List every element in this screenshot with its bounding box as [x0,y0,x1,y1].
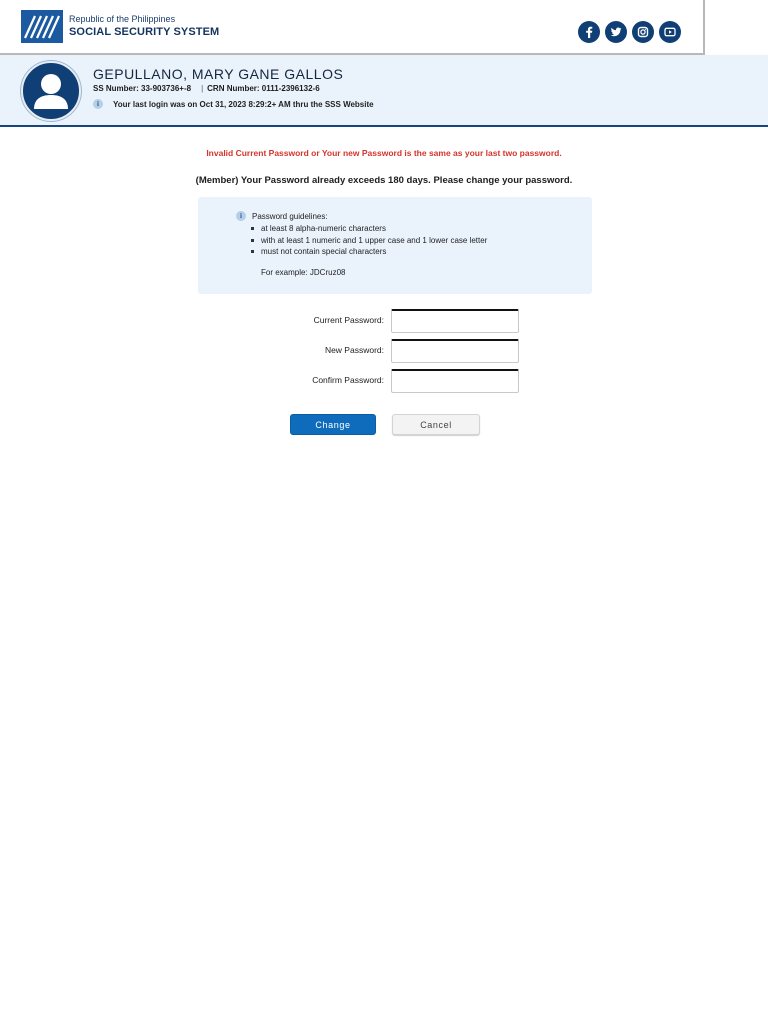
cancel-button[interactable]: Cancel [392,414,480,435]
id-separator: | [201,84,204,93]
error-message: Invalid Current Password or Your new Password is the same as your last two password. [206,148,562,158]
guideline-item: must not contain special characters [250,246,487,258]
last-login-text: Your last login was on Oct 31, 2023 8:29:2+ AM thru the SSS Website [113,99,374,109]
guideline-item: at least 8 alpha-numeric characters [250,223,487,235]
guidelines-example: For example: JDCruz08 [261,268,346,277]
current-password-row [0,309,768,333]
info-icon: i [236,211,246,221]
password-expiry-notice: (Member) Your Password already exceeds 180 days. Please change your password. [195,175,573,186]
avatar [21,61,81,121]
confirm-password-row [0,369,768,393]
password-guidelines [198,197,592,294]
member-name: GEPULLANO, MARY GANE GALLOS [93,66,344,82]
youtube-icon[interactable] [659,21,681,43]
instagram-icon[interactable] [632,21,654,43]
current-password-input[interactable] [391,309,519,333]
member-banner [0,55,768,127]
info-icon: i [93,99,103,109]
guidelines-header [236,211,328,221]
current-password-label: Current Password: [313,315,384,325]
twitter-icon[interactable] [605,21,627,43]
last-login-info [93,99,374,109]
user-icon [23,63,79,119]
guideline-item: with at least 1 numeric and 1 upper case and 1 lower case letter [250,235,487,247]
confirm-password-label: Confirm Password: [312,375,384,385]
site-header [0,0,705,55]
confirm-password-input[interactable] [391,369,519,393]
org-line2: SOCIAL SECURITY SYSTEM [69,26,220,38]
guidelines-title: Password guidelines: [252,211,328,221]
facebook-icon[interactable] [578,21,600,43]
member-ids [93,84,320,93]
ss-number: SS Number: 33-903736+-8 [93,84,192,93]
new-password-input[interactable] [391,339,519,363]
change-button[interactable]: Change [290,414,376,435]
sss-logo[interactable] [21,10,63,43]
new-password-row [0,339,768,363]
guidelines-list [250,223,487,258]
crn-number: CRN Number: 0111-2396132-6 [207,84,320,93]
org-name [69,15,219,38]
new-password-label: New Password: [324,345,384,355]
org-line1: Republic of the Philippines [69,14,176,24]
social-links [578,21,681,43]
